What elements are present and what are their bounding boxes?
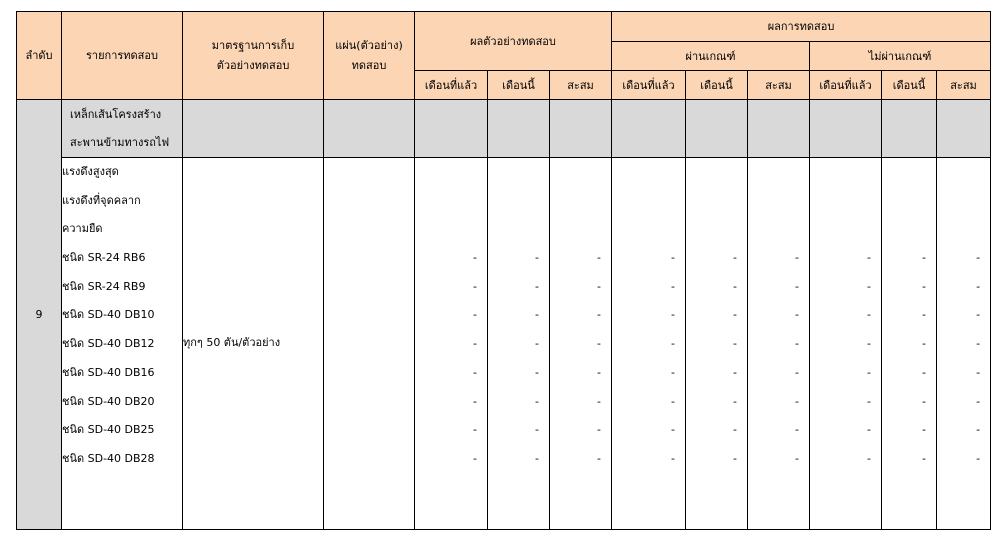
spacer xyxy=(937,187,990,216)
dash-value: - xyxy=(976,279,981,293)
header-failed-cumulative: สะสม xyxy=(937,71,991,100)
dash-value: - xyxy=(671,365,675,379)
dash-value: - xyxy=(976,251,981,265)
dash-value: - xyxy=(671,308,675,322)
spacer xyxy=(612,187,685,216)
dash-value: - xyxy=(976,394,981,408)
dash-value: - xyxy=(795,337,799,351)
dash-value: - xyxy=(922,279,926,293)
spacer xyxy=(882,158,936,187)
group-cell xyxy=(686,100,748,158)
header-sample-last-month: เดือนที่แล้ว xyxy=(415,71,488,100)
spacer xyxy=(415,158,487,187)
dash-value: - xyxy=(867,394,871,408)
dash-value: - xyxy=(733,365,737,379)
dash-value: - xyxy=(795,451,799,465)
group-cell xyxy=(882,100,937,158)
header-passed: ผ่านเกณฑ์ xyxy=(612,42,810,71)
dash-value: - xyxy=(976,308,981,322)
dash-value: - xyxy=(867,451,871,465)
dash-value: - xyxy=(535,337,539,351)
dash-value: - xyxy=(976,337,981,351)
header-standard xyxy=(183,12,324,100)
spacer xyxy=(686,158,747,187)
dash-value: - xyxy=(976,365,981,379)
spacer xyxy=(810,187,881,216)
spacer xyxy=(882,215,936,244)
group-cell xyxy=(748,100,810,158)
property-item: ความยืด xyxy=(62,222,103,236)
header-passed-last-month: เดือนที่แล้ว xyxy=(612,71,686,100)
header-failed: ไม่ผ่านเกณฑ์ xyxy=(810,42,991,71)
dash-value: - xyxy=(671,423,675,437)
dash-value: - xyxy=(473,279,477,293)
header-samples-line1: แผ่น(ตัวอย่าง) xyxy=(335,38,403,52)
dash-value: - xyxy=(597,308,601,322)
spacer xyxy=(550,158,611,187)
standard-text: ทุกๆ 50 ตัน/ตัวอย่าง xyxy=(183,336,281,349)
spacer xyxy=(488,158,549,187)
group-cell xyxy=(937,100,991,158)
type-item: ชนิด SR-24 RB9 xyxy=(62,279,146,293)
spacer xyxy=(415,215,487,244)
spacer xyxy=(937,158,990,187)
header-passed-this-month: เดือนนี้ xyxy=(686,71,748,100)
dash-value: - xyxy=(597,394,601,408)
spacer xyxy=(937,215,990,244)
failed-cumulative-col xyxy=(937,158,991,530)
header-samples xyxy=(324,12,415,100)
spacer xyxy=(748,187,809,216)
dash-value: - xyxy=(922,423,926,437)
sample-cumulative-col xyxy=(550,158,612,530)
sample-this-month-col xyxy=(488,158,550,530)
type-item: ชนิด SD-40 DB16 xyxy=(62,365,155,379)
group-row xyxy=(17,100,991,158)
type-item: ชนิด SD-40 DB28 xyxy=(62,451,155,465)
dash-value: - xyxy=(473,365,477,379)
spacer xyxy=(810,158,881,187)
dash-value: - xyxy=(535,365,539,379)
dash-value: - xyxy=(867,279,871,293)
property-item: แรงดึงที่จุดคลาก xyxy=(62,193,141,207)
dash-value: - xyxy=(922,337,926,351)
dash-value: - xyxy=(867,251,871,265)
dash-value: - xyxy=(795,251,799,265)
dash-value: - xyxy=(733,337,737,351)
passed-this-month-col xyxy=(686,158,748,530)
header-test-results: ผลการทดสอบ xyxy=(612,12,991,42)
dash-value: - xyxy=(922,394,926,408)
samples-cell xyxy=(324,158,415,530)
dash-value: - xyxy=(597,279,601,293)
header-test-item: รายการทดสอบ xyxy=(62,12,183,100)
dash-value: - xyxy=(795,394,799,408)
spacer xyxy=(550,215,611,244)
dash-value: - xyxy=(597,451,601,465)
type-item: ชนิด SR-24 RB6 xyxy=(62,251,146,265)
group-cell xyxy=(415,100,488,158)
dash-value: - xyxy=(867,423,871,437)
group-title-line1: เหล็กเส้นโครงสร้าง xyxy=(70,107,162,121)
dash-value: - xyxy=(733,451,737,465)
dash-value: - xyxy=(976,423,981,437)
failed-last-month-col xyxy=(810,158,882,530)
spacer xyxy=(488,187,549,216)
property-item: แรงดึงสูงสุด xyxy=(62,165,119,178)
dash-value: - xyxy=(922,365,926,379)
dash-value: - xyxy=(867,337,871,351)
spacer xyxy=(686,187,747,216)
dash-value: - xyxy=(671,394,675,408)
dash-value: - xyxy=(867,365,871,379)
row-seq: 9 xyxy=(17,100,62,530)
group-cell xyxy=(324,100,415,158)
dash-value: - xyxy=(795,308,799,322)
dash-value: - xyxy=(535,394,539,408)
group-cell xyxy=(612,100,686,158)
dash-value: - xyxy=(922,308,926,322)
type-item: ชนิด SD-40 DB12 xyxy=(62,337,155,351)
sample-last-month-col xyxy=(415,158,488,530)
group-cell xyxy=(488,100,550,158)
header-failed-last-month: เดือนที่แล้ว xyxy=(810,71,882,100)
header-samples-line2: ทดสอบ xyxy=(351,58,387,72)
spacer xyxy=(488,215,549,244)
dash-value: - xyxy=(922,251,926,265)
dash-value: - xyxy=(733,251,737,265)
standard-cell xyxy=(183,158,324,530)
header-sample-results: ผลตัวอย่างทดสอบ xyxy=(415,12,612,71)
header-standard-line1: มาตรฐานการเก็บ xyxy=(211,38,295,52)
spacer xyxy=(612,215,685,244)
dash-value: - xyxy=(733,394,737,408)
header-failed-this-month: เดือนนี้ xyxy=(882,71,937,100)
spacer xyxy=(686,215,747,244)
dash-value: - xyxy=(867,308,871,322)
header-sample-cumulative: สะสม xyxy=(550,71,612,100)
dash-value: - xyxy=(733,308,737,322)
dash-value: - xyxy=(535,451,539,465)
dash-value: - xyxy=(795,423,799,437)
dash-value: - xyxy=(795,365,799,379)
type-item: ชนิด SD-40 DB20 xyxy=(62,394,155,408)
spacer xyxy=(882,187,936,216)
header-passed-cumulative: สะสม xyxy=(748,71,810,100)
dash-value: - xyxy=(976,451,981,465)
group-cell xyxy=(183,100,324,158)
group-title xyxy=(62,100,183,158)
dash-value: - xyxy=(473,251,477,265)
dash-value: - xyxy=(597,423,601,437)
dash-value: - xyxy=(671,337,675,351)
spacer xyxy=(612,158,685,187)
spacer xyxy=(810,215,881,244)
dash-value: - xyxy=(795,279,799,293)
dash-value: - xyxy=(535,251,539,265)
dash-value: - xyxy=(473,308,477,322)
dash-value: - xyxy=(671,451,675,465)
dash-value: - xyxy=(535,279,539,293)
dash-value: - xyxy=(597,365,601,379)
detail-row xyxy=(17,158,991,530)
header-sample-this-month: เดือนนี้ xyxy=(488,71,550,100)
header-standard-line2: ตัวอย่างทดสอบ xyxy=(216,58,290,72)
type-item: ชนิด SD-40 DB25 xyxy=(62,423,155,437)
dash-value: - xyxy=(473,423,477,437)
spacer xyxy=(415,187,487,216)
dash-value: - xyxy=(473,337,477,351)
test-items-list xyxy=(62,158,183,530)
dash-value: - xyxy=(473,394,477,408)
dash-value: - xyxy=(535,423,539,437)
passed-cumulative-col xyxy=(748,158,810,530)
dash-value: - xyxy=(922,451,926,465)
dash-value: - xyxy=(597,337,601,351)
spacer xyxy=(748,215,809,244)
group-title-line2: สะพานข้ามทางรถไฟ xyxy=(70,135,170,149)
dash-value: - xyxy=(671,279,675,293)
failed-this-month-col xyxy=(882,158,937,530)
dash-value: - xyxy=(597,251,601,265)
dash-value: - xyxy=(671,251,675,265)
dash-value: - xyxy=(733,279,737,293)
passed-last-month-col xyxy=(612,158,686,530)
dash-value: - xyxy=(733,423,737,437)
group-cell xyxy=(810,100,882,158)
dash-value: - xyxy=(473,451,477,465)
spacer xyxy=(550,187,611,216)
header-seq: ลำดับ xyxy=(17,12,62,100)
dash-value: - xyxy=(535,308,539,322)
type-item: ชนิด SD-40 DB10 xyxy=(62,308,155,322)
group-cell xyxy=(550,100,612,158)
spacer xyxy=(748,158,809,187)
test-report-table xyxy=(16,11,991,530)
